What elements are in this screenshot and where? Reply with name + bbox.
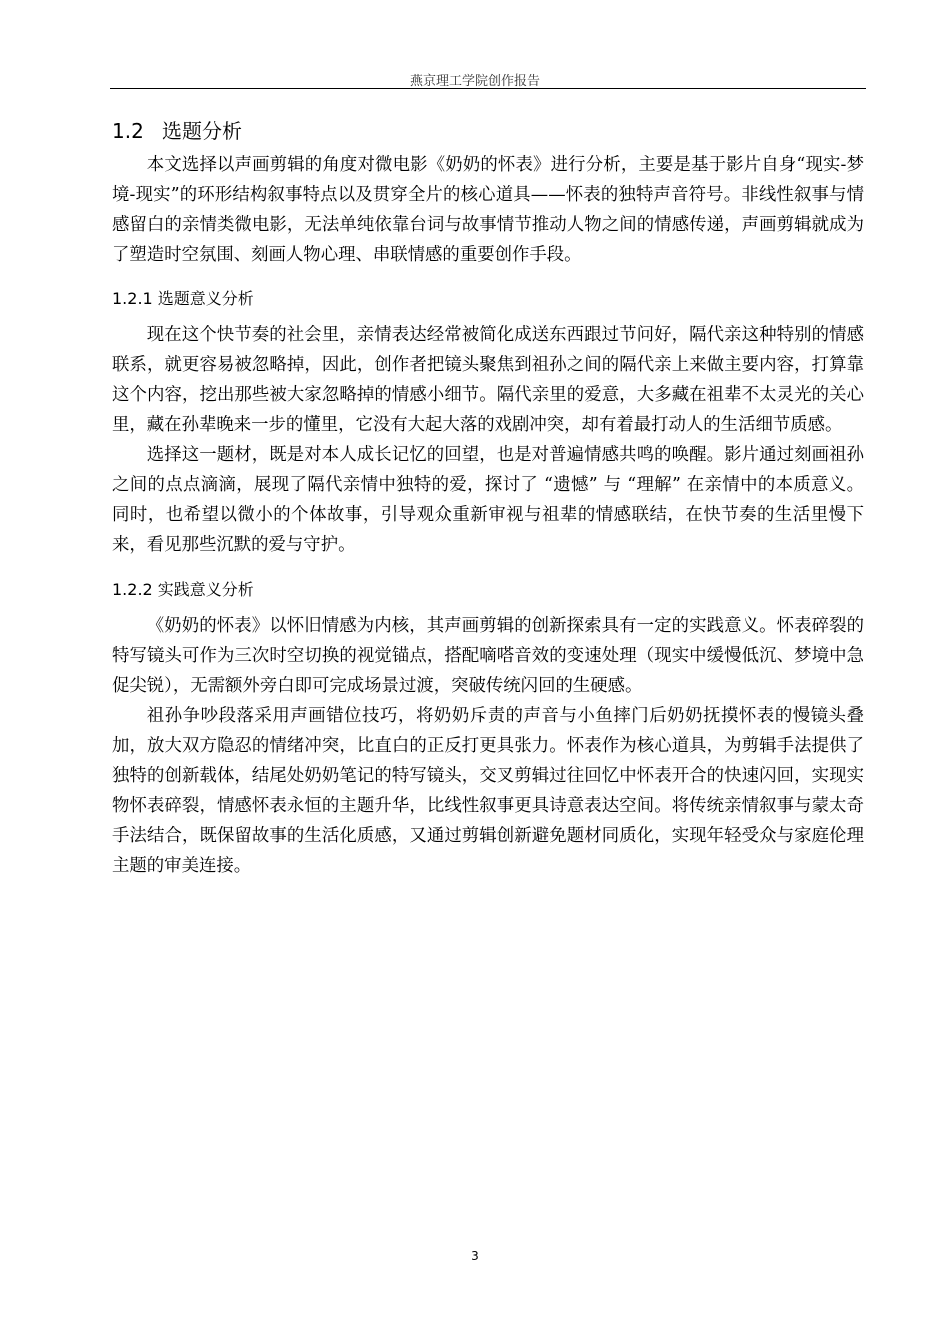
subsection-2-paragraph-2: 祖孙争吵段落采用声画错位技巧，将奶奶斥责的声音与小鱼摔门后奶奶抚摸怀表的慢镜头叠加，放大双方隐忍的情绪冲突，比直白的正反打更具张力。怀表作为核心道具，为剪辑手法提供了独特的创新载体，结尾处奶奶笔记的特写镜头，交叉剪辑过往回忆中怀表开合的快速闪回，实现实物怀表碎裂，情感怀表永恒的主题升华，比线性叙事更具诗意表达空间。将传统亲情叙事与蒙太奇手法结合，既保留故事的生活化质感，又通过剪辑创新避免题材同质化，实现年轻受众与家庭伦理主题的审美连接。 bbox=[112, 706, 864, 876]
page-body bbox=[112, 112, 864, 881]
subsection-heading-1-2-1: 1.2.1 选题意义分析 bbox=[112, 289, 254, 308]
header-title: 燕京理工学院创作报告 bbox=[409, 74, 540, 89]
subsection-heading-1-2-2: 1.2.2 实践意义分析 bbox=[112, 580, 254, 599]
subsection-1-paragraph-2: 选择这一题材，既是对本人成长记忆的回望，也是对普遍情感共鸣的唤醒。影片通过刻画祖孙之间的点点滴滴，展现了隔代亲情中独特的爱，探讨了 “遗憾” 与 “理解” 在亲情中的本质意义。同时，也希望以微小的个体故事，引导观众重新审视与祖辈的情感联结，在快节奏的生活里慢下来，看见那些沉默的爱与守护。 bbox=[112, 445, 864, 555]
section-intro-paragraph: 本文选择以声画剪辑的角度对微电影《奶奶的怀表》进行分析，主要是基于影片自身“现实-梦境-现实”的环形结构叙事特点以及贯穿全片的核心道具——怀表的独特声音符号。非线性叙事与情感留白的亲情类微电影，无法单纯依靠台词与故事情节推动人物之间的情感传递，声画剪辑就成为了塑造时空氛围、刻画人物心理、串联情感的重要创作手段。 bbox=[112, 155, 864, 265]
header-divider bbox=[110, 88, 866, 89]
section-number: 1.2 bbox=[112, 119, 144, 143]
subsection-2-paragraph-1: 《奶奶的怀表》以怀旧情感为内核，其声画剪辑的创新探索具有一定的实践意义。怀表碎裂的特写镜头可作为三次时空切换的视觉锚点，搭配嘀嗒音效的变速处理（现实中缓慢低沉、梦境中急促尖锐），无需额外旁白即可完成场景过渡，突破传统闪回的生硬感。 bbox=[112, 616, 864, 696]
section-heading bbox=[112, 112, 864, 150]
section-title: 选题分析 bbox=[162, 119, 242, 143]
subsection-1-paragraph-1: 现在这个快节奏的社会里，亲情表达经常被简化成送东西跟过节问好，隔代亲这种特别的情感联系，就更容易被忽略掉，因此，创作者把镜头聚焦到祖孙之间的隔代亲上来做主要内容，打算靠这个内容，挖出那些被大家忽略掉的情感小细节。隔代亲里的爱意，大多藏在祖辈不太灵光的关心里，藏在孙辈晚来一步的懂里，它没有大起大落的戏剧冲突，却有着最打动人的生活细节质感。 bbox=[112, 325, 864, 435]
page-number: 3 bbox=[471, 1249, 479, 1263]
